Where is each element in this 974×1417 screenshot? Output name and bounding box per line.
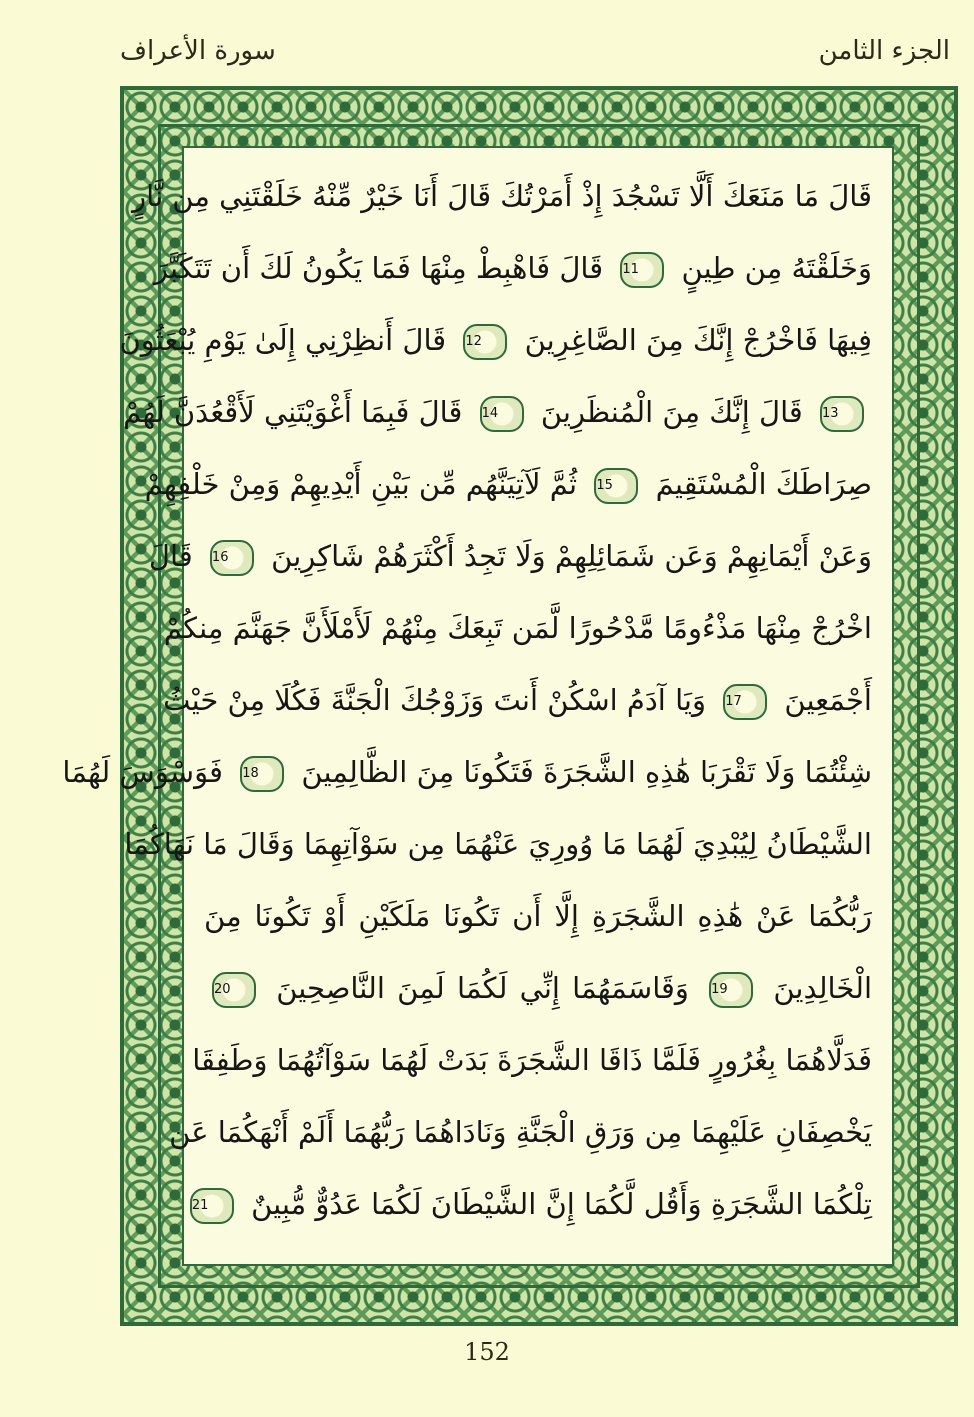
verse-line bbox=[153, 236, 872, 300]
ayah-number-marker: 13 bbox=[820, 396, 864, 432]
verse-line bbox=[148, 524, 872, 588]
verse-text: فَوَسْوَسَ لَهُمَا bbox=[62, 755, 223, 789]
verse-text: فَدَلَّاهُمَا بِغُرُورٍ فَلَمَّا ذَاقَا الشَّجَرَةَ بَدَتْ لَهُمَا سَوْآتُهُمَا وَطَفِقَا bbox=[192, 1043, 872, 1077]
ayah-number-marker: 16 bbox=[210, 540, 254, 576]
verse-text: قَالَ أَنظِرْنِي إِلَىٰ يَوْمِ يُبْعَثُونَ bbox=[119, 323, 447, 357]
verse-text: وَخَلَقْتَهُ مِن طِينٍ bbox=[681, 251, 872, 285]
verse-line bbox=[204, 956, 872, 1020]
verse-text: قَالَ فَبِمَا أَغْوَيْتَنِي لَأَقْعُدَنَّ لَهُمْ bbox=[123, 395, 463, 429]
ayah-number-marker: 17 bbox=[723, 684, 767, 720]
verse-text: قَالَ إِنَّكَ مِنَ الْمُنظَرِينَ bbox=[540, 395, 803, 429]
verse-line bbox=[62, 740, 872, 804]
verse-text: شِئْتُمَا وَلَا تَقْرَبَا هَٰذِهِ الشَّجَرَةَ فَتَكُونَا مِنَ الظَّالِمِينَ bbox=[301, 755, 872, 789]
verse-line bbox=[144, 452, 872, 516]
quran-text-panel bbox=[62, 146, 894, 1266]
ayah-number-marker: 11 bbox=[620, 252, 664, 288]
verse-line bbox=[192, 1028, 872, 1092]
verse-text: يَخْصِفَانِ عَلَيْهِمَا مِن وَرَقِ الْجَنَّةِ وَنَادَاهُمَا رَبُّهُمَا أَلَمْ أَنْهَكُمَا عَن bbox=[169, 1115, 872, 1149]
ayah-number-marker: 15 bbox=[594, 468, 638, 504]
verse-text: اخْرُجْ مِنْهَا مَذْءُومًا مَّدْحُورًا لَّمَن تَبِعَكَ مِنْهُمْ لَأَمْلَأَنَّ جَهَنَّمَ مِنكُمْ bbox=[163, 611, 872, 645]
verse-text: ثُمَّ لَآتِيَنَّهُم مِّن بَيْنِ أَيْدِيهِمْ وَمِنْ خَلْفِهِمْ bbox=[144, 467, 578, 501]
juz-title: الجزء الثامن bbox=[818, 36, 950, 66]
verse-text: فِيهَا فَاخْرُجْ إِنَّكَ مِنَ الصَّاغِرِينَ bbox=[524, 323, 872, 357]
verse-text: الشَّيْطَانُ لِيُبْدِيَ لَهُمَا مَا وُورِيَ عَنْهُمَا مِن سَوْآتِهِمَا وَقَالَ مَا نَهَاكُمَا bbox=[124, 827, 872, 861]
verse-line bbox=[123, 380, 872, 444]
verse-line bbox=[124, 812, 872, 876]
verse-text: رَبُّكُمَا عَنْ هَٰذِهِ الشَّجَرَةِ إِلَّا أَن تَكُونَا مَلَكَيْنِ أَوْ تَكُونَا مِنَ bbox=[204, 899, 872, 933]
verse-text: وَعَنْ أَيْمَانِهِمْ وَعَن شَمَائِلِهِمْ وَلَا تَجِدُ أَكْثَرَهُمْ شَاكِرِينَ bbox=[271, 539, 872, 573]
verse-text: أَجْمَعِينَ bbox=[784, 683, 872, 717]
verse-text: قَالَ bbox=[148, 539, 193, 573]
verse-text: وَقَاسَمَهُمَا إِنِّي لَكُمَا لَمِنَ النَّاصِحِينَ bbox=[276, 971, 689, 1005]
ayah-number-marker: 20 bbox=[212, 972, 256, 1008]
page-header bbox=[120, 36, 950, 76]
ayah-number-marker: 14 bbox=[480, 396, 524, 432]
verse-line bbox=[169, 1100, 872, 1164]
verse-line bbox=[132, 164, 872, 228]
verse-text: تِلْكُمَا الشَّجَرَةِ وَأَقُل لَّكُمَا إِنَّ الشَّيْطَانَ لَكُمَا عَدُوٌّ مُّبِينٌ bbox=[251, 1187, 872, 1221]
verse-line bbox=[191, 1172, 872, 1236]
verse-text: صِرَاطَكَ الْمُسْتَقِيمَ bbox=[655, 467, 872, 501]
ayah-number-marker: 19 bbox=[709, 972, 753, 1008]
verse-line bbox=[163, 596, 872, 660]
verse-text: وَيَا آدَمُ اسْكُنْ أَنتَ وَزَوْجُكَ الْجَنَّةَ فَكُلَا مِنْ حَيْثُ bbox=[163, 683, 706, 717]
ayah-number-marker: 12 bbox=[463, 324, 507, 360]
verse-line bbox=[204, 884, 872, 948]
verse-text: قَالَ فَاهْبِطْ مِنْهَا فَمَا يَكُونُ لَكَ أَن تَتَكَبَّرَ bbox=[153, 251, 604, 285]
page-number: 152 bbox=[464, 1338, 510, 1366]
verse-line bbox=[119, 308, 872, 372]
surah-title: سورة الأعراف bbox=[120, 36, 276, 66]
ayah-number-marker: 18 bbox=[240, 756, 284, 792]
ayah-number-marker: 21 bbox=[190, 1188, 234, 1224]
verse-text: الْخَالِدِينَ bbox=[773, 971, 872, 1005]
verse-line bbox=[163, 668, 872, 732]
verse-text: قَالَ مَا مَنَعَكَ أَلَّا تَسْجُدَ إِذْ أَمَرْتُكَ قَالَ أَنَا خَيْرٌ مِّنْهُ خَلَقْتَنِي مِن نَّارٍ bbox=[132, 179, 872, 213]
